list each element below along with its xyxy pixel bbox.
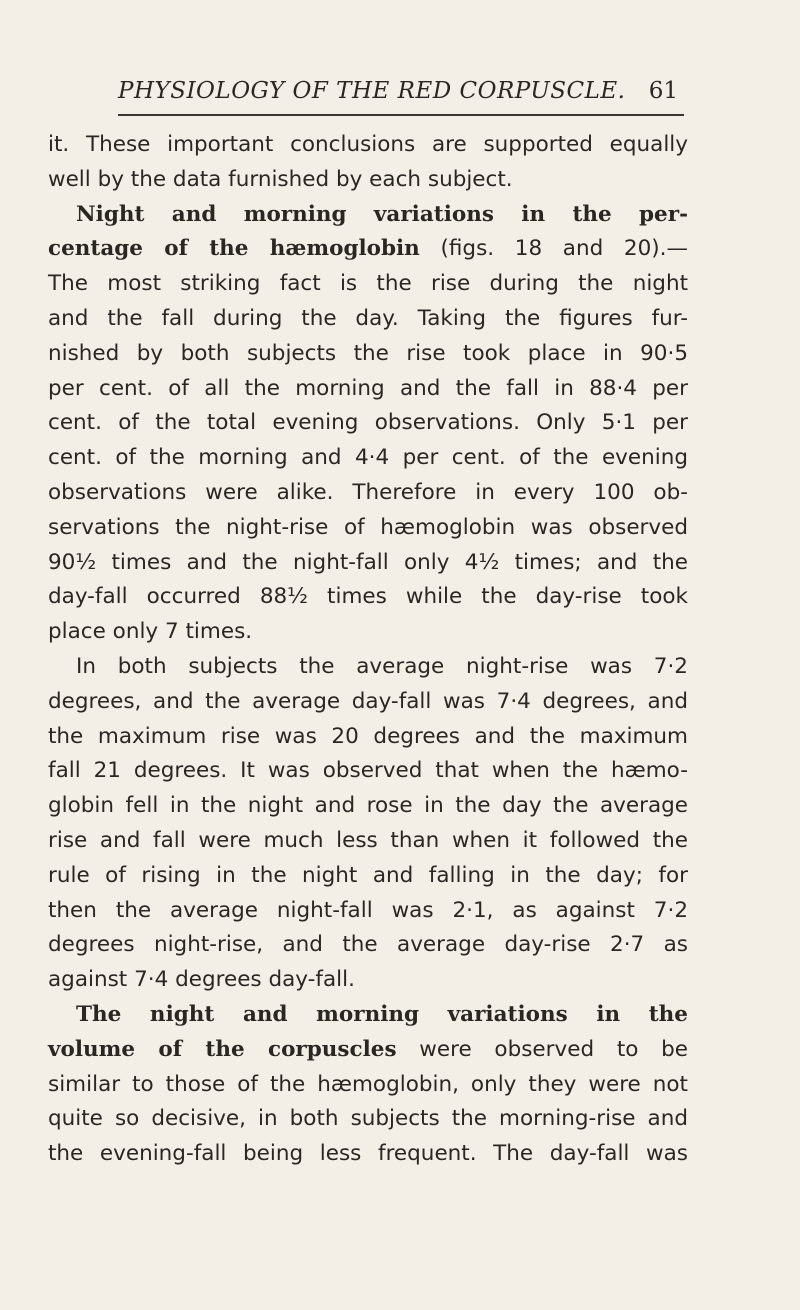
text-line: rise and fall were much less than when it followed the [48,827,688,853]
text-line: observations were alike. Therefore in every 100 ob- [48,479,688,505]
text-line: per cent. of all the morning and the fall in 88·4 per [48,375,688,401]
running-title: PHYSIOLOGY OF THE RED CORPUSCLE. [118,78,626,104]
section-heading-volume: The night and morning variations in the [76,1001,688,1027]
heading-continuation: volume of the corpuscles [48,1036,397,1062]
text-line: cent. of the morning and 4·4 per cent. of the evening [48,445,688,471]
text-line: servations the night-rise of hæmoglobin was observed [48,514,688,540]
text-line: against 7·4 degrees day-fall. [48,967,355,993]
section-heading-haemoglobin: Night and morning variations in the per- [76,201,688,227]
heading-continuation: centage of the hæmoglobin [48,236,420,262]
text-line: fall 21 degrees. It was observed that when the hæmo- [48,758,688,784]
text-line: it. These important conclusions are supported equally [48,132,688,157]
running-head [118,74,684,116]
text-line: and the fall during the day. Taking the figures fur- [48,305,688,331]
text-line: day-fall occurred 88½ times while the day-rise took [48,584,688,610]
text-line: degrees night-rise, and the average day-rise 2·7 as [48,932,688,958]
text-line: nished by both subjects the rise took place in 90·5 [48,340,688,366]
text-line: centage of the hæmoglobin (figs. 18 and 20).— [48,236,688,262]
text-line: degrees, and the average day-fall was 7·4 degrees, and [48,688,688,714]
text-line: globin fell in the night and rose in the day the average [48,793,688,819]
text-line: rule of rising in the night and falling in the day; for [48,862,688,888]
text-line: similar to those of the hæmoglobin, only they were not [48,1071,688,1097]
text-line: 90½ times and the night-fall only 4½ times; and the [48,549,688,575]
text-line: well by the data furnished by each subject. [48,166,513,192]
text-line: cent. of the total evening observations. Only 5·1 per [48,410,688,436]
body-text [48,128,688,1172]
text-line: volume of the corpuscles were observed to be [48,1036,688,1062]
text-line: the evening-fall being less frequent. The day-fall was [48,1141,688,1167]
text-line: quite so decisive, in both subjects the morning-rise and [48,1106,688,1132]
text-line: The most striking fact is the rise during the night [48,271,688,297]
text-line: the maximum rise was 20 degrees and the maximum [48,723,688,749]
page-number: 61 [648,78,678,104]
text-line: then the average night-fall was 2·1, as against 7·2 [48,897,688,923]
text-line: place only 7 times. [48,619,253,645]
text-line: In both subjects the average night-rise was 7·2 [76,653,688,679]
